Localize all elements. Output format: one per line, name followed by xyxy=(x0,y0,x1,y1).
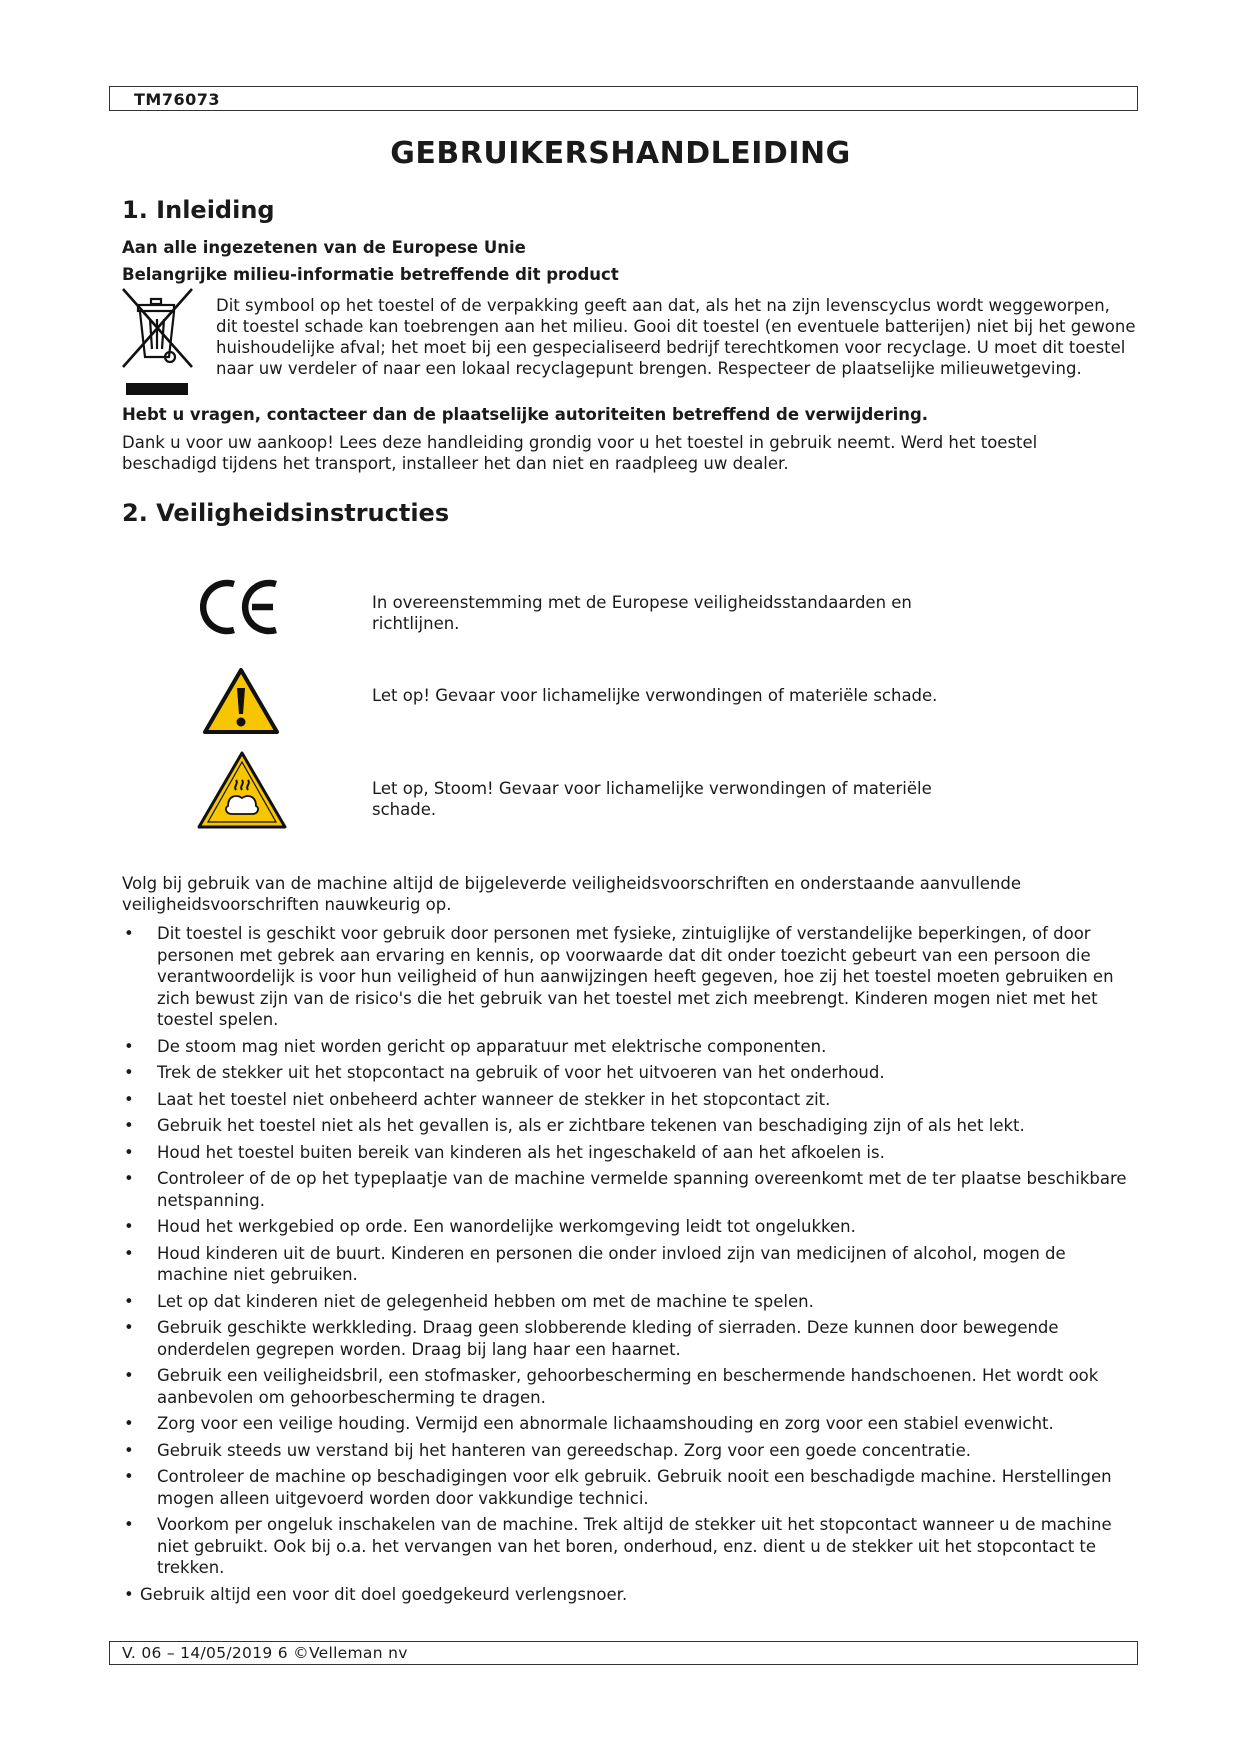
list-item: • Houd kinderen uit de buurt. Kinderen en personen die onder invloed zijn van medicijnen of alcohol, mogen de machine niet gebruiken. xyxy=(124,1243,1066,1284)
section-2-heading: 2. Veiligheidsinstructies xyxy=(122,499,450,527)
list-item: • Gebruik het toestel niet als het gevallen is, als er zichtbare tekenen van beschadiging zijn of als het lekt. xyxy=(124,1116,1025,1135)
list-item: • Controleer of de op het typeplaatje van de machine vermelde spanning overeenkomt met de ter plaatse beschikbare netspanning. xyxy=(124,1169,1127,1210)
contact-authorities-note: Hebt u vragen, contacteer dan de plaatselijke autoriteiten betreffend de verwijdering. xyxy=(122,405,929,424)
steam-warning-icon xyxy=(196,750,288,830)
safety-intro: Volg bij gebruik van de machine altijd de bijgeleverde veiligheidsvoorschriften en onderstaande aanvullende veiligheidsvoorschriften nauwkeurig op. xyxy=(122,874,1022,914)
footer-box xyxy=(109,1641,1138,1665)
list-item: • Let op dat kinderen niet de gelegenheid hebben om met de machine te spelen. xyxy=(124,1291,814,1311)
list-item: • Laat het toestel niet onbeheerd achter wanneer de stekker in het stopcontact zit. xyxy=(124,1089,831,1109)
section-1-heading: 1. Inleiding xyxy=(122,196,275,224)
warning-text: Let op! Gevaar voor lichamelijke verwondingen of materiële schade. xyxy=(372,686,938,705)
page-title: GEBRUIKERSHANDLEIDING xyxy=(390,136,851,171)
list-item: • Gebruik een veiligheidsbril, een stofmasker, gehoorbescherming en beschermende handschoenen. Het wordt ook aanbevolen om gehoorbescherming te dragen. xyxy=(124,1366,1099,1407)
thanks-paragraph: Dank u voor uw aankoop! Lees deze handleiding grondig voor u het toestel in gebruik neemt. Werd het toestel beschadigd tijdens het transport, installeer het dan niet en raadpleeg uw dealer. xyxy=(122,433,1038,473)
list-item: • Controleer de machine op beschadigingen voor elk gebruik. Gebruik nooit een beschadigde machine. Herstellingen mogen alleen uitgevoerd worden door vakkundige technici. xyxy=(124,1467,1112,1508)
steam-warning-text: Let op, Stoom! Gevaar voor lichamelijke verwondingen of materiële schade. xyxy=(372,779,932,819)
environment-info-heading: Belangrijke milieu-informatie betreffende dit product xyxy=(122,265,619,284)
list-item: • Dit toestel is geschikt voor gebruik door personen met fysieke, zintuiglijke of verstandelijke beperkingen, of door personen met gebrek aan ervaring en kennis, op voorwaarde dat dit onder toezicht gebeurt van een persoon die verantwoordelijk is voor hun veiligheid of hun aanwijzingen heeft gegeven, hoe zij het toestel moeten gebruiken en zich bewust zijn van de risico's die het gebruik van het toestel met zich meebrengt. Kinderen mogen niet met het toestel spelen. xyxy=(124,924,1114,1029)
list-item: • Voorkom per ongeluk inschakelen van de machine. Trek altijd de stekker uit het stopcontact wanneer u de machine niet gebruikt. Ook bij o.a. het vervangen van het boren, onderhoud, enz. dient u de stekker uit het stopcontact te trekken. xyxy=(124,1515,1112,1577)
header-box xyxy=(109,86,1138,111)
ce-mark-icon xyxy=(200,578,282,636)
list-item: • Trek de stekker uit het stopcontact na gebruik of voor het uitvoeren van het onderhoud. xyxy=(124,1063,885,1082)
weee-explanation: Dit symbool op het toestel of de verpakking geeft aan dat, als het na zijn levenscyclus wordt weggeworpen, dit toestel schade kan toebrengen aan het milieu. Gooi dit toestel (en eventuele batterijen) niet bij het gewone huishoudelijke afval; het moet bij een gespecialiseerd bedrijf terechtkomen voor recyclage. U moet dit toestel naar uw verdeler of naar een lokaal recyclagepunt brengen. Respecteer de plaatselijke milieuwetgeving. xyxy=(216,296,1136,378)
ce-mark-text: In overeenstemming met de Europese veiligheidsstandaarden en richtlijnen. xyxy=(372,593,912,633)
footer-version: V. 06 – 14/05/2019 6 ©Velleman nv xyxy=(122,1644,408,1662)
list-item: • De stoom mag niet worden gericht op apparatuur met elektrische componenten. xyxy=(124,1036,827,1056)
list-item: • Gebruik steeds uw verstand bij het hanteren van gereedschap. Zorg voor een goede concentratie. xyxy=(124,1440,972,1460)
warning-triangle-icon xyxy=(202,666,280,736)
model-number: TM76073 xyxy=(134,90,220,109)
crossed-out-wheelie-bin-icon xyxy=(120,287,198,399)
list-item: • Zorg voor een veilige houding. Vermijd een abnormale lichaamshouding en zorg voor een stabiel evenwicht. xyxy=(124,1414,1054,1433)
list-item: • Gebruik altijd een voor dit doel goedgekeurd verlengsnoer. xyxy=(124,1584,628,1604)
eu-residents-heading: Aan alle ingezetenen van de Europese Unie xyxy=(122,238,526,257)
list-item: • Houd het werkgebied op orde. Een wanordelijke werkomgeving leidt tot ongelukken. xyxy=(124,1217,856,1236)
safety-instructions-list xyxy=(122,923,1134,1610)
list-item: • Houd het toestel buiten bereik van kinderen als het ingeschakeld of aan het afkoelen is. xyxy=(124,1142,885,1162)
list-item: • Gebruik geschikte werkkleding. Draag geen slobberende kleding of sierraden. Deze kunnen door bewegende onderdelen gegrepen worden. Draag bij lang haar een haarnet. xyxy=(124,1318,1059,1359)
